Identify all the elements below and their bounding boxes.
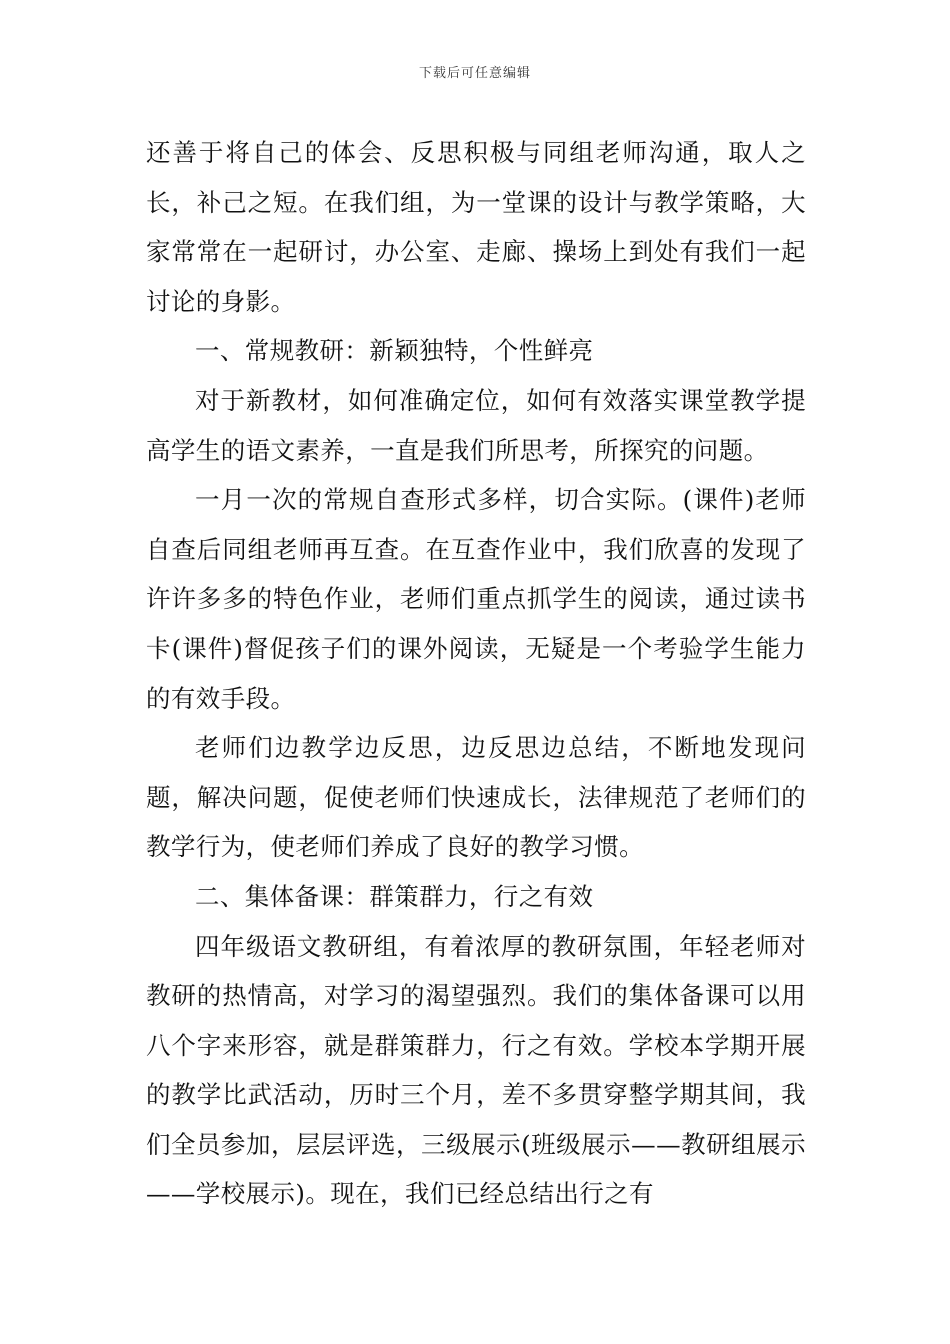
section-heading-2: 二、集体备课：群策群力，行之有效 xyxy=(195,881,594,911)
paragraph-continuation: 还善于将自己的体会、反思积极与同组老师沟通，取人之长，补己之短。在我们组，为一堂课的设计与教学策略，大家常常在一起研讨，办公室、走廊、操场上到处有我们一起讨论的身影。 xyxy=(146,138,806,316)
paragraph: 四年级语文教研组，有着浓厚的教研氛围，年轻老师对教研的热情高，对学习的渴望强烈。我们的集体备课可以用八个字来形容，就是群策群力，行之有效。学校本学期开展的教学比武活动，历时三个月，差不多贯穿整学期其间，我们全员参加，层层评选，三级展示(班级展示——教研组展示——学校展示)。现在，我们已经总结出行之有 xyxy=(146,931,806,1209)
paragraph: 对于新教材，如何准确定位，如何有效落实课堂教学提高学生的语文素养，一直是我们所思考，所探究的问题。 xyxy=(146,385,806,465)
paragraph: 一月一次的常规自查形式多样，切合实际。(课件)老师自查后同组老师再互查。在互查作业中，我们欣喜的发现了许许多多的特色作业，老师们重点抓学生的阅读，通过读书卡(课件)督促孩子们的课外阅读，无疑是一个考验学生能力的有效手段。 xyxy=(146,485,806,713)
paragraph: 老师们边教学边反思，边反思边总结，不断地发现问题，解决问题，促使老师们快速成长，法律规范了老师们的教学行为，使老师们养成了良好的教学习惯。 xyxy=(146,733,806,862)
document-body xyxy=(146,128,806,1219)
page-header: 下载后可任意编辑 xyxy=(418,66,531,81)
section-heading-1: 一、常规教研：新颖独特，个性鲜亮 xyxy=(195,336,594,366)
